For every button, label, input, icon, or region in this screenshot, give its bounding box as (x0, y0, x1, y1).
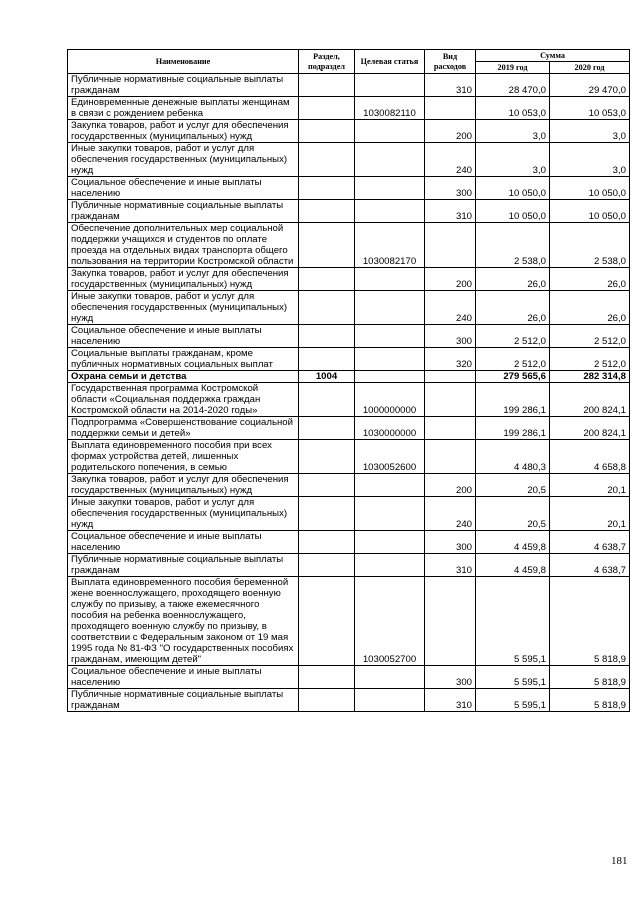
cell-target (355, 531, 425, 554)
cell-target (355, 177, 425, 200)
cell-kind (425, 417, 476, 440)
cell-kind: 300 (425, 666, 476, 689)
cell-sum-2019: 4 480,3 (476, 440, 550, 474)
cell-target: 1000000000 (355, 383, 425, 417)
cell-sum-2019: 4 459,8 (476, 531, 550, 554)
cell-target (355, 497, 425, 531)
cell-sum-2020: 26,0 (550, 268, 630, 291)
cell-name: Социальное обеспечение и иные выплаты населению (68, 325, 299, 348)
cell-target: 1030052700 (355, 577, 425, 666)
header-year-2019: 2019 год (476, 62, 550, 74)
cell-kind: 310 (425, 554, 476, 577)
cell-kind (425, 223, 476, 268)
cell-sum-2020: 5 818,9 (550, 577, 630, 666)
cell-name: Закупка товаров, работ и услуг для обеспечения государственных (муниципальных) нужд (68, 268, 299, 291)
cell-section (299, 177, 355, 200)
cell-section (299, 325, 355, 348)
cell-name: Выплата единовременного пособия при всех формах устройства детей, лишенных родительского попечения, в семью (68, 440, 299, 474)
cell-kind (425, 577, 476, 666)
table-row (68, 531, 630, 554)
table-row (68, 223, 630, 268)
cell-section (299, 474, 355, 497)
cell-name: Охрана семьи и детства (68, 371, 299, 383)
cell-sum-2019: 26,0 (476, 268, 550, 291)
cell-sum-2019: 20,5 (476, 497, 550, 531)
cell-section (299, 223, 355, 268)
cell-kind: 310 (425, 74, 476, 97)
cell-name: Выплата единовременного пособия беременной жене военнослужащего, проходящего военную службу по призыву, а также ежемесячного пособия на ребенка военнослужащего, проходящего военную службу по призыву, в соответствии с Федеральным законом от 19 мая 1995 года № 81-ФЗ "О государственных пособиях гражданам, имеющим детей" (68, 577, 299, 666)
cell-section (299, 497, 355, 531)
cell-name: Обеспечение дополнительных мер социальной поддержки учащихся и студентов по оплате проезда на отдельных видах транспорта общего пользования на территории Костромской области (68, 223, 299, 268)
cell-name: Государственная программа Костромской области «Социальная поддержка граждан Костромской области на 2014-2020 годы» (68, 383, 299, 417)
page-number: 181 (611, 855, 628, 867)
cell-target (355, 474, 425, 497)
cell-kind: 310 (425, 689, 476, 712)
cell-section (299, 74, 355, 97)
header-target: Целевая статья (355, 50, 425, 74)
cell-name: Единовременные денежные выплаты женщинам в связи с рождением ребенка (68, 97, 299, 120)
header-year-2020: 2020 год (550, 62, 630, 74)
table-header (68, 50, 630, 74)
table-row (68, 143, 630, 177)
cell-section (299, 531, 355, 554)
cell-section (299, 554, 355, 577)
cell-name: Иные закупки товаров, работ и услуг для обеспечения государственных (муниципальных) нужд (68, 143, 299, 177)
cell-sum-2019: 2 538,0 (476, 223, 550, 268)
cell-target (355, 200, 425, 223)
table-row (68, 417, 630, 440)
cell-sum-2020: 5 818,9 (550, 666, 630, 689)
cell-name: Закупка товаров, работ и услуг для обеспечения государственных (муниципальных) нужд (68, 474, 299, 497)
cell-sum-2020: 26,0 (550, 291, 630, 325)
cell-sum-2020: 4 638,7 (550, 531, 630, 554)
cell-sum-2019: 5 595,1 (476, 577, 550, 666)
table-row (68, 348, 630, 371)
table-row (68, 474, 630, 497)
cell-kind: 310 (425, 200, 476, 223)
cell-target (355, 143, 425, 177)
cell-kind (425, 383, 476, 417)
cell-sum-2019: 2 512,0 (476, 325, 550, 348)
cell-name: Социальное обеспечение и иные выплаты населению (68, 177, 299, 200)
cell-section (299, 291, 355, 325)
cell-name: Публичные нормативные социальные выплаты гражданам (68, 74, 299, 97)
cell-sum-2020: 200 824,1 (550, 417, 630, 440)
cell-name: Закупка товаров, работ и услуг для обеспечения государственных (муниципальных) нужд (68, 120, 299, 143)
table-row (68, 291, 630, 325)
cell-sum-2020: 2 512,0 (550, 325, 630, 348)
cell-section: 1004 (299, 371, 355, 383)
cell-target (355, 291, 425, 325)
cell-section (299, 417, 355, 440)
cell-sum-2020: 2 512,0 (550, 348, 630, 371)
cell-target (355, 325, 425, 348)
cell-sum-2020: 4 658,8 (550, 440, 630, 474)
cell-sum-2019: 279 565,6 (476, 371, 550, 383)
cell-target (355, 666, 425, 689)
cell-section (299, 143, 355, 177)
cell-sum-2019: 3,0 (476, 143, 550, 177)
cell-sum-2019: 10 050,0 (476, 177, 550, 200)
cell-kind: 300 (425, 531, 476, 554)
cell-sum-2020: 29 470,0 (550, 74, 630, 97)
table-row (68, 97, 630, 120)
cell-target: 1030000000 (355, 417, 425, 440)
cell-target (355, 120, 425, 143)
cell-kind (425, 371, 476, 383)
cell-sum-2019: 4 459,8 (476, 554, 550, 577)
cell-kind (425, 97, 476, 120)
cell-kind: 320 (425, 348, 476, 371)
cell-sum-2020: 10 050,0 (550, 177, 630, 200)
cell-name: Социальное обеспечение и иные выплаты населению (68, 531, 299, 554)
cell-kind: 200 (425, 268, 476, 291)
cell-kind: 240 (425, 291, 476, 325)
table-row (68, 371, 630, 383)
cell-sum-2019: 10 053,0 (476, 97, 550, 120)
cell-sum-2019: 28 470,0 (476, 74, 550, 97)
cell-sum-2020: 20,1 (550, 474, 630, 497)
cell-sum-2020: 282 314,8 (550, 371, 630, 383)
table-row (68, 689, 630, 712)
cell-section (299, 268, 355, 291)
table-row (68, 666, 630, 689)
cell-section (299, 383, 355, 417)
cell-sum-2019: 20,5 (476, 474, 550, 497)
header-name: Наименование (68, 50, 299, 74)
cell-sum-2020: 3,0 (550, 143, 630, 177)
table-row (68, 325, 630, 348)
table-row (68, 200, 630, 223)
cell-sum-2019: 26,0 (476, 291, 550, 325)
table-row (68, 440, 630, 474)
cell-section (299, 120, 355, 143)
header-section: Раздел, подраздел (299, 50, 355, 74)
cell-sum-2020: 4 638,7 (550, 554, 630, 577)
cell-sum-2019: 5 595,1 (476, 689, 550, 712)
cell-section (299, 440, 355, 474)
cell-name: Публичные нормативные социальные выплаты гражданам (68, 200, 299, 223)
cell-target: 1030082170 (355, 223, 425, 268)
cell-sum-2020: 200 824,1 (550, 383, 630, 417)
cell-sum-2020: 5 818,9 (550, 689, 630, 712)
cell-section (299, 97, 355, 120)
cell-kind: 200 (425, 120, 476, 143)
cell-section (299, 666, 355, 689)
cell-sum-2019: 199 286,1 (476, 417, 550, 440)
cell-sum-2020: 3,0 (550, 120, 630, 143)
cell-sum-2019: 5 595,1 (476, 666, 550, 689)
cell-name: Подпрограмма «Совершенствование социальной поддержки семьи и детей» (68, 417, 299, 440)
cell-target: 1030052600 (355, 440, 425, 474)
cell-target: 1030082110 (355, 97, 425, 120)
table-row (68, 120, 630, 143)
table-row (68, 177, 630, 200)
cell-kind: 300 (425, 177, 476, 200)
cell-kind: 240 (425, 143, 476, 177)
table-row (68, 268, 630, 291)
cell-sum-2019: 2 512,0 (476, 348, 550, 371)
cell-target (355, 74, 425, 97)
cell-name: Социальные выплаты гражданам, кроме публичных нормативных социальных выплат (68, 348, 299, 371)
cell-name: Публичные нормативные социальные выплаты гражданам (68, 554, 299, 577)
cell-name: Иные закупки товаров, работ и услуг для обеспечения государственных (муниципальных) нужд (68, 291, 299, 325)
cell-name: Иные закупки товаров, работ и услуг для обеспечения государственных (муниципальных) нужд (68, 497, 299, 531)
cell-sum-2019: 10 050,0 (476, 200, 550, 223)
cell-sum-2020: 10 050,0 (550, 200, 630, 223)
cell-kind: 200 (425, 474, 476, 497)
cell-section (299, 689, 355, 712)
table-body (68, 74, 630, 712)
table-row (68, 74, 630, 97)
cell-target (355, 268, 425, 291)
cell-target (355, 348, 425, 371)
cell-section (299, 200, 355, 223)
cell-name: Социальное обеспечение и иные выплаты населению (68, 666, 299, 689)
table-row (68, 577, 630, 666)
cell-name: Публичные нормативные социальные выплаты гражданам (68, 689, 299, 712)
cell-sum-2020: 10 053,0 (550, 97, 630, 120)
table-row (68, 554, 630, 577)
table-row (68, 383, 630, 417)
header-sum: Сумма (476, 50, 630, 62)
cell-target (355, 371, 425, 383)
cell-target (355, 689, 425, 712)
cell-target (355, 554, 425, 577)
cell-sum-2019: 199 286,1 (476, 383, 550, 417)
cell-kind (425, 440, 476, 474)
header-kind: Вид расходов (425, 50, 476, 74)
cell-section (299, 348, 355, 371)
budget-table (67, 49, 630, 712)
cell-sum-2020: 2 538,0 (550, 223, 630, 268)
cell-sum-2019: 3,0 (476, 120, 550, 143)
cell-kind: 300 (425, 325, 476, 348)
table-row (68, 497, 630, 531)
cell-kind: 240 (425, 497, 476, 531)
cell-section (299, 577, 355, 666)
cell-sum-2020: 20,1 (550, 497, 630, 531)
